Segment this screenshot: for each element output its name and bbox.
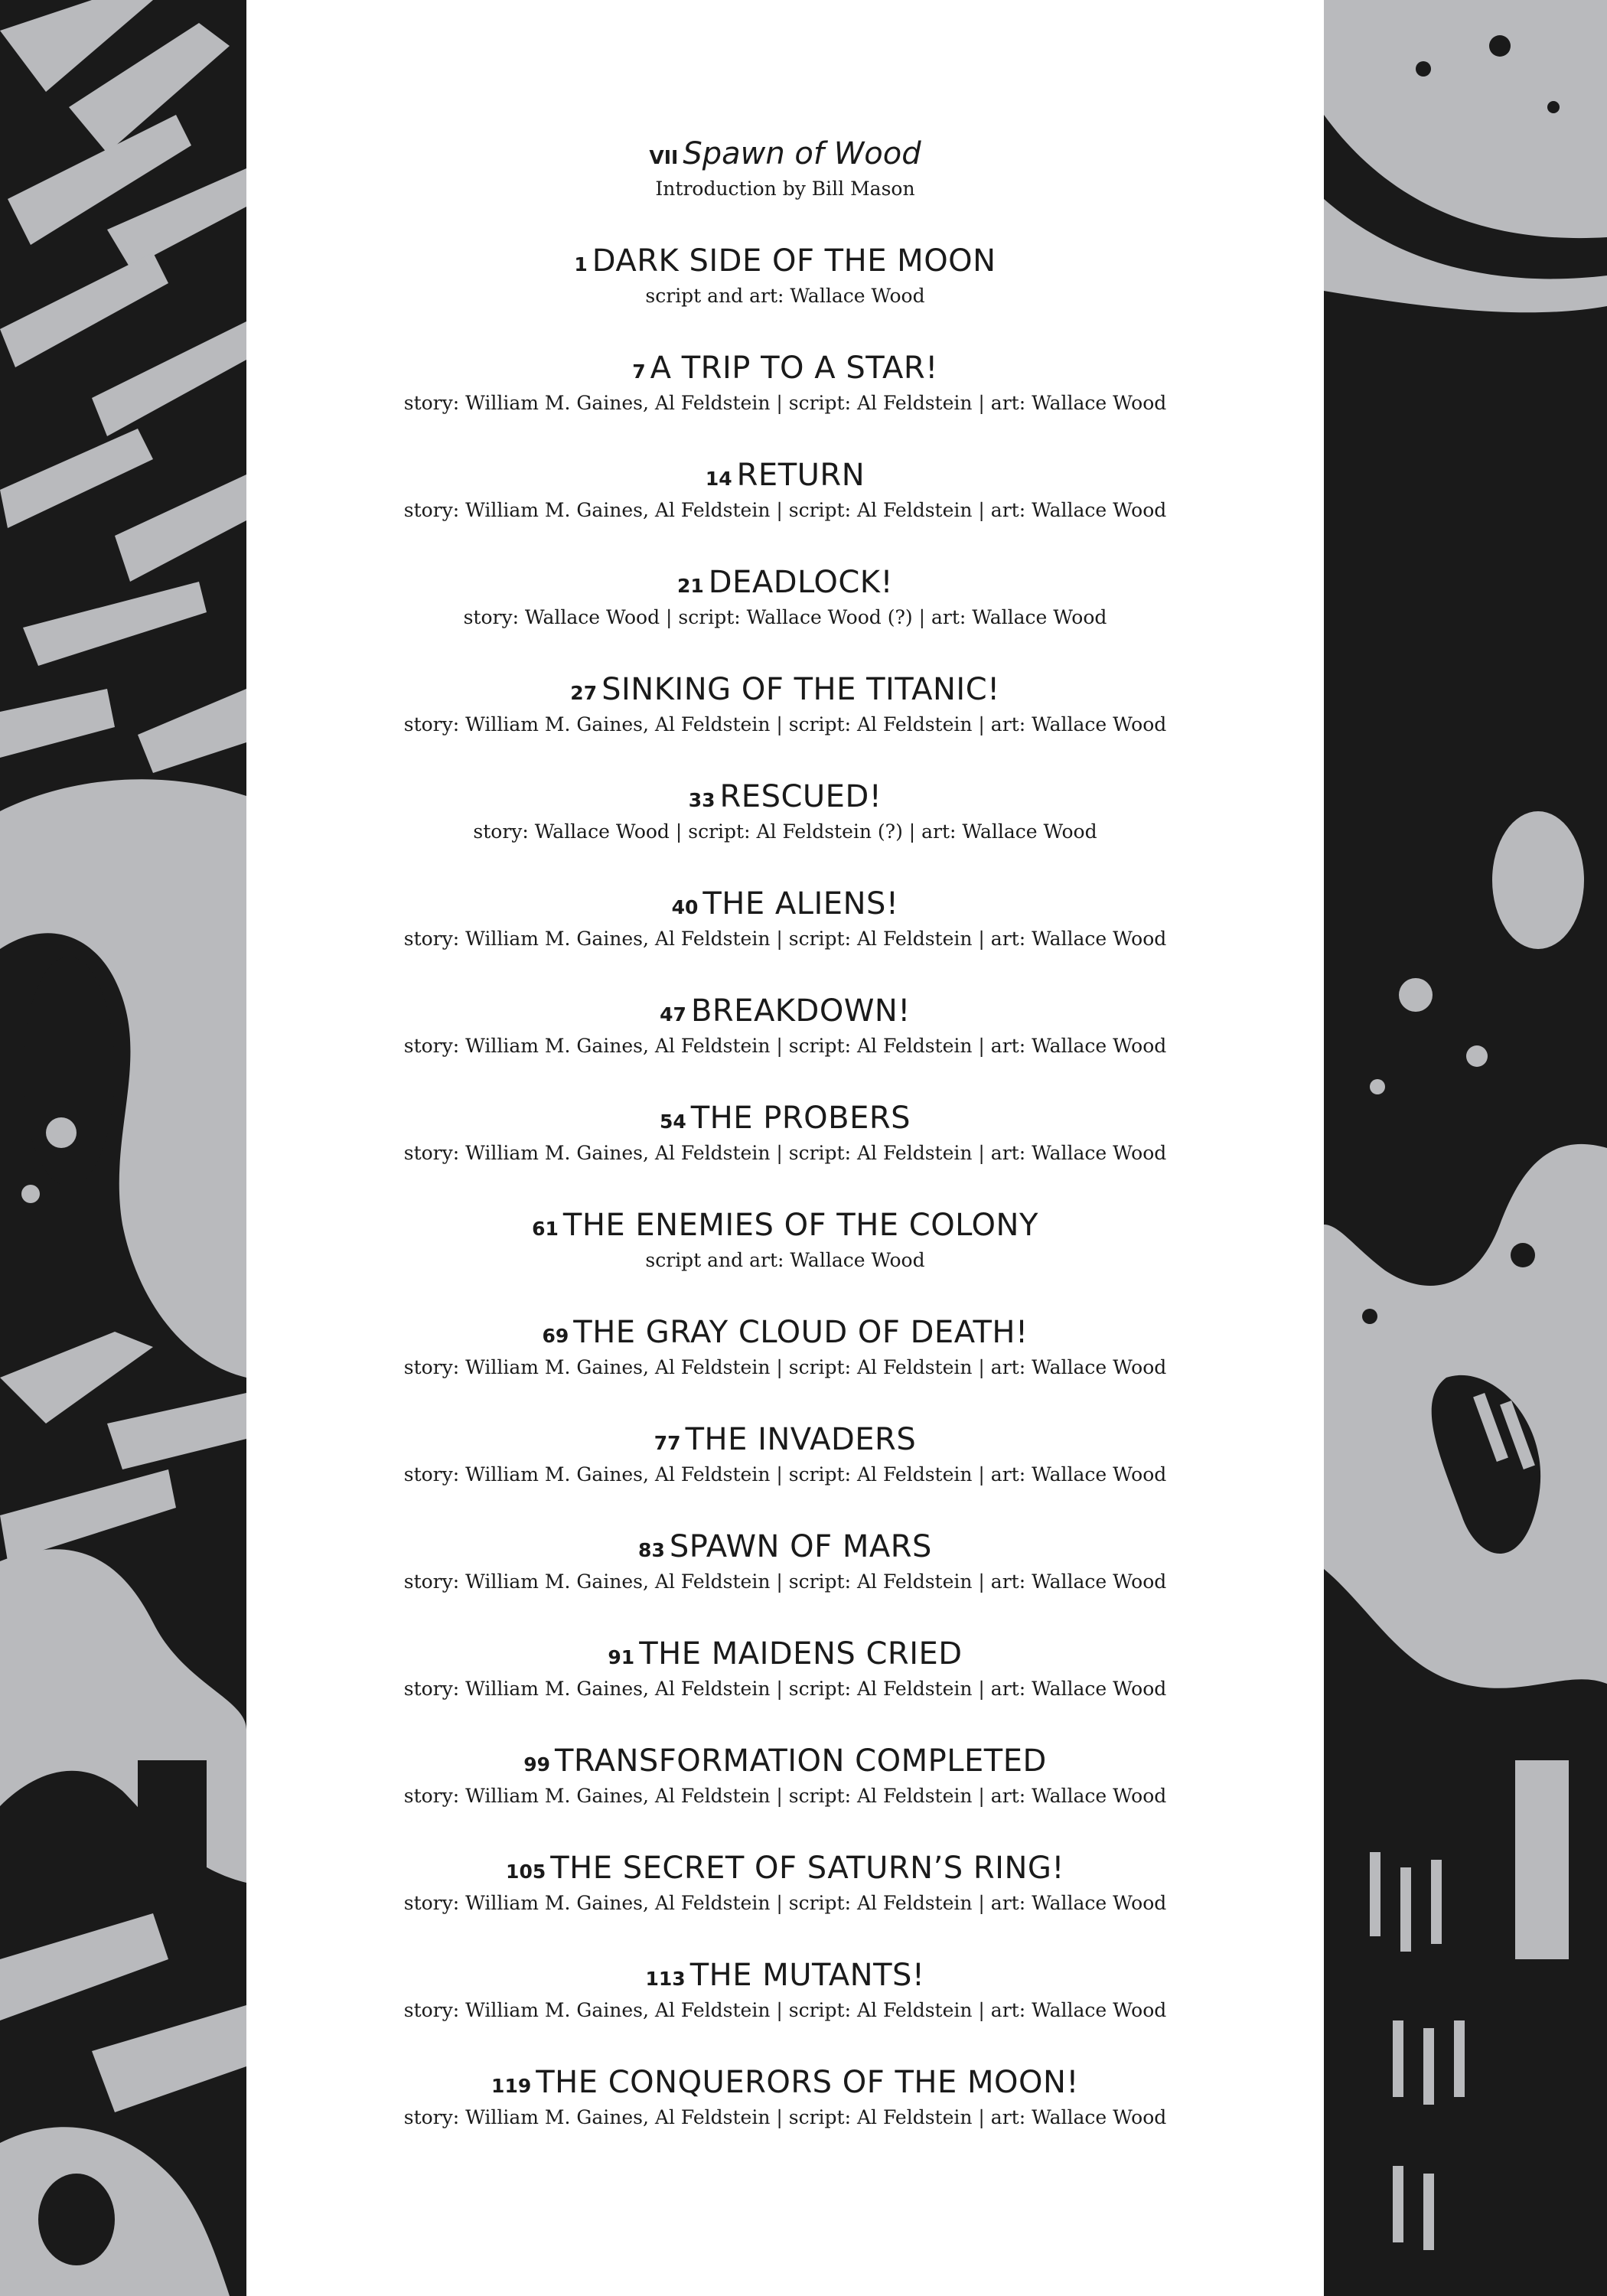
entry-credit: story: William M. Gaines, Al Feldstein | script: Al Feldstein | art: Wallace Wood — [403, 1999, 1167, 2021]
toc-entry — [246, 1414, 1324, 1521]
entry-heading — [246, 2057, 1324, 2108]
entry-title: TRANSFORMATION COMPLETED — [554, 1743, 1047, 1779]
page-number: 7 — [632, 360, 646, 383]
entry-credit: story: William M. Gaines, Al Feldstein | script: Al Feldstein | art: Wallace Wood — [403, 713, 1167, 735]
entry-credit: story: William M. Gaines, Al Feldstein | script: Al Feldstein | art: Wallace Wood — [403, 1463, 1167, 1486]
toc-entry — [246, 986, 1324, 1093]
right-art-illustration — [1324, 0, 1607, 2296]
toc-entry — [246, 1093, 1324, 1200]
entry-credit: story: William M. Gaines, Al Feldstein | script: Al Feldstein | art: Wallace Wood — [403, 1035, 1167, 1057]
entry-credit: story: Wallace Wood | script: Wallace Wood (?) | art: Wallace Wood — [463, 606, 1107, 628]
toc-entry — [246, 1950, 1324, 2057]
entry-heading — [246, 1950, 1324, 2001]
toc-entry-introduction — [246, 129, 1324, 236]
entry-heading — [246, 986, 1324, 1036]
entry-credit: story: William M. Gaines, Al Feldstein | script: Al Feldstein | art: Wallace Wood — [403, 1892, 1167, 1914]
toc-entry — [246, 1736, 1324, 1843]
toc-entry — [246, 1521, 1324, 1629]
entry-credit: script and art: Wallace Wood — [645, 1249, 925, 1271]
entry-credit: story: William M. Gaines, Al Feldstein | script: Al Feldstein | art: Wallace Wood — [403, 1678, 1167, 1700]
entry-title: THE ENEMIES OF THE COLONY — [562, 1208, 1038, 1243]
entry-title: THE GRAY CLOUD OF DEATH! — [573, 1315, 1028, 1350]
page-number: 119 — [491, 2075, 532, 2097]
entry-title: RESCUED! — [719, 779, 882, 814]
entry-title: A TRIP TO A STAR! — [650, 351, 938, 386]
entry-heading — [246, 1200, 1324, 1251]
toc-entry — [246, 664, 1324, 771]
entry-title: THE SECRET OF SATURN’S RING! — [550, 1851, 1064, 1886]
entry-credit: story: William M. Gaines, Al Feldstein | script: Al Feldstein | art: Wallace Wood — [403, 499, 1167, 521]
entry-title: SPAWN OF MARS — [669, 1529, 932, 1564]
entry-credit: script and art: Wallace Wood — [645, 285, 925, 307]
page-number: 1 — [574, 253, 588, 276]
page-number: 27 — [570, 682, 598, 704]
entry-title: SINKING OF THE TITANIC! — [601, 672, 1000, 707]
entry-heading — [246, 1307, 1324, 1358]
entry-title: THE ALIENS! — [702, 886, 899, 921]
entry-title: Spawn of Wood — [683, 136, 921, 171]
page-number: 113 — [645, 1968, 686, 1990]
toc-entry — [246, 236, 1324, 343]
right-art-panel — [1324, 0, 1607, 2296]
page-number: 54 — [659, 1110, 686, 1133]
page-number: 91 — [608, 1646, 635, 1668]
page-number: 33 — [688, 789, 715, 811]
page-number: 69 — [542, 1325, 569, 1347]
entry-heading — [246, 236, 1324, 286]
entry-heading — [246, 1629, 1324, 1679]
page-number: 83 — [638, 1539, 665, 1561]
toc-entry — [246, 771, 1324, 879]
entry-heading — [246, 664, 1324, 715]
toc-entry — [246, 879, 1324, 986]
entry-title: DEADLOCK! — [708, 565, 894, 600]
entry-credit: story: William M. Gaines, Al Feldstein | script: Al Feldstein | art: Wallace Wood — [403, 1356, 1167, 1378]
entry-heading — [246, 1414, 1324, 1465]
toc-entry — [246, 1843, 1324, 1950]
left-art-illustration — [0, 0, 246, 2296]
entry-title: BREAKDOWN! — [690, 993, 911, 1029]
toc-entry — [246, 557, 1324, 664]
entry-credit: story: William M. Gaines, Al Feldstein | script: Al Feldstein | art: Wallace Wood — [403, 392, 1167, 414]
entry-credit: story: William M. Gaines, Al Feldstein | script: Al Feldstein | art: Wallace Wood — [403, 1570, 1167, 1593]
entry-title: THE MAIDENS CRIED — [639, 1636, 963, 1671]
entry-title: THE INVADERS — [685, 1422, 917, 1457]
entry-heading — [246, 450, 1324, 501]
page-number: 105 — [506, 1861, 546, 1883]
entry-credit: story: William M. Gaines, Al Feldstein | script: Al Feldstein | art: Wallace Wood — [403, 928, 1167, 950]
entry-heading — [246, 771, 1324, 822]
toc-entry — [246, 450, 1324, 557]
toc-entry — [246, 1307, 1324, 1414]
left-art-panel — [0, 0, 246, 2296]
entry-heading — [246, 879, 1324, 929]
entry-credit: story: William M. Gaines, Al Feldstein | script: Al Feldstein | art: Wallace Wood — [403, 1785, 1167, 1807]
entry-heading — [246, 1093, 1324, 1143]
entry-credit: story: William M. Gaines, Al Feldstein | script: Al Feldstein | art: Wallace Wood — [403, 1142, 1167, 1164]
entry-title: RETURN — [736, 458, 865, 493]
toc-entry — [246, 1200, 1324, 1307]
entry-heading — [246, 129, 1324, 179]
page-number: VII — [649, 146, 679, 168]
entry-heading — [246, 557, 1324, 608]
entry-title: THE PROBERS — [690, 1101, 911, 1136]
page-number: 61 — [532, 1218, 559, 1240]
toc-entry — [246, 2057, 1324, 2164]
entry-credit: Introduction by Bill Mason — [655, 178, 915, 200]
table-of-contents — [246, 129, 1324, 2164]
page-number: 47 — [660, 1003, 686, 1026]
entry-heading — [246, 1736, 1324, 1786]
entry-title: THE MUTANTS! — [689, 1958, 925, 1993]
page-number: 21 — [676, 575, 704, 597]
page-number: 14 — [705, 468, 732, 490]
entry-heading — [246, 343, 1324, 393]
entry-title: THE CONQUERORS OF THE MOON! — [536, 2065, 1079, 2100]
page-number: 40 — [671, 896, 699, 918]
page-number: 99 — [523, 1753, 550, 1776]
entry-heading — [246, 1521, 1324, 1572]
page-number: 77 — [654, 1432, 681, 1454]
entry-credit: story: Wallace Wood | script: Al Feldstein (?) | art: Wallace Wood — [473, 820, 1097, 843]
entry-heading — [246, 1843, 1324, 1893]
entry-title: DARK SIDE OF THE MOON — [592, 243, 996, 279]
toc-entry — [246, 1629, 1324, 1736]
entry-credit: story: William M. Gaines, Al Feldstein | script: Al Feldstein | art: Wallace Wood — [403, 2106, 1167, 2128]
toc-entry — [246, 343, 1324, 450]
